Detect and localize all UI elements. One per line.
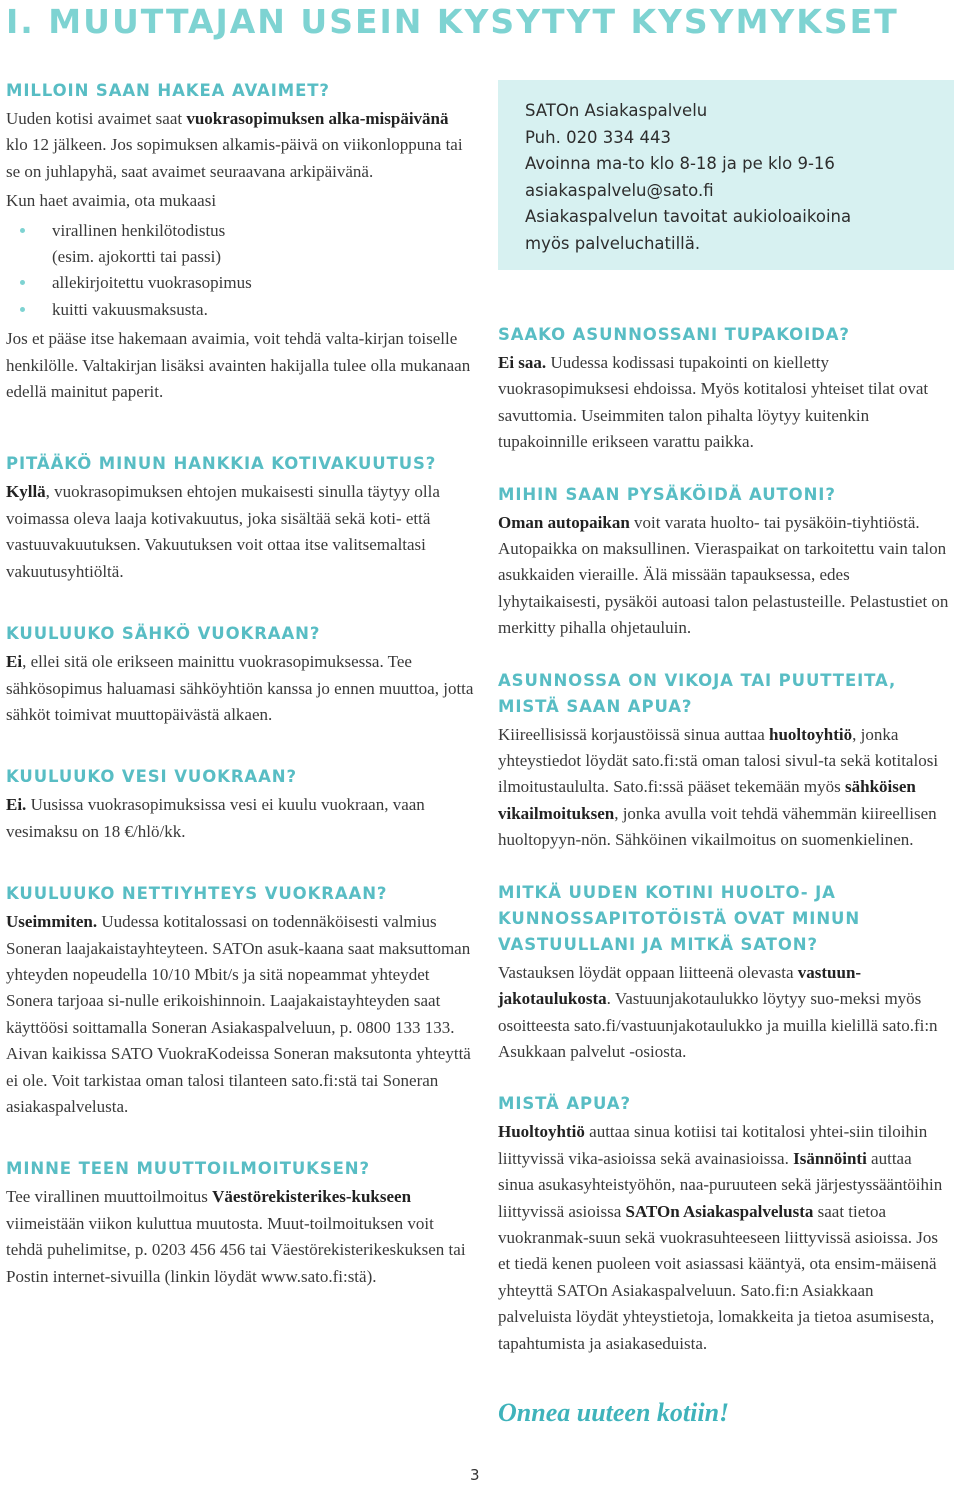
paragraph bbox=[6, 909, 474, 1120]
text: klo 12 jälkeen. Jos sopimuksen alkamis-päivä on viikonloppuna tai se on juhlapyhä, saat avaimet seuraavana arkipäivänä. bbox=[6, 135, 463, 181]
section-heading: MIHIN SAAN PYSÄKÖIDÄ AUTONI? bbox=[498, 484, 836, 504]
contact-line: SATOn Asiakaspalvelu bbox=[525, 101, 708, 120]
bold-text: sähköisen vikailmoituksen bbox=[498, 777, 916, 823]
text: voit varata huolto- tai pysäköin-tiyhtiöstä. Autopaikka on maksullinen. Vieraspaikat on tarkoitettu vain talon asukkaiden vieraille. Älä missään tapauksessa, edes lyhytaikaisesti, pysäköi autoasi talon pelastusteille. Pelastustiet on merkitty pihalla ohjetauluin. bbox=[498, 512, 949, 638]
contact-line: myös palveluchatillä. bbox=[525, 233, 701, 253]
text: Uuden kotisi avaimet saat bbox=[6, 109, 187, 128]
section-heading: MILLOIN SAAN HAKEA AVAIMET? bbox=[6, 81, 330, 100]
section-heading: KUULUUKO SÄHKÖ VUOKRAAN? bbox=[6, 624, 321, 644]
section-internet bbox=[6, 881, 474, 1120]
bold-text: Ei saa. bbox=[498, 353, 547, 372]
section-heading: KUULUUKO VESI VUOKRAAN? bbox=[6, 767, 297, 787]
phone-number[interactable]: Puh. 020 334 443 bbox=[525, 127, 672, 147]
paragraph bbox=[6, 649, 474, 728]
opening-hours: Avoinna ma-to klo 8-18 ja pe klo 9-16 bbox=[525, 154, 835, 174]
customer-service-box bbox=[498, 80, 954, 270]
section-heading: ASUNNOSSA ON VIKOJA TAI PUUTTEITA, MISTÄ SAAN APUA? bbox=[498, 670, 897, 716]
left-column bbox=[6, 78, 474, 1290]
bold-text: vuokrasopimuksen alka-mispäivänä bbox=[186, 109, 449, 128]
text: Uudessa kodissasi tupakointi on kielletty vuokrasopimuksesi ehdoissa. Myös kotitalosi yhteiset tilat ovat savuttomia. Useimmiten talon pihalta löytyy kuitenkin tupakoinnille erikseen varattu paikka. bbox=[498, 353, 929, 452]
list-item: kuitti vakuusmaksusta. bbox=[20, 297, 474, 323]
section-heading: MISTÄ APUA? bbox=[498, 1094, 631, 1114]
bold-text: SATOn Asiakaspalvelusta bbox=[625, 1201, 814, 1221]
text: auttaa sinua asukasyhteistyöhön, naa-puruuteen sekä järjestyssääntöihin liittyvissä asioissa bbox=[498, 1148, 943, 1221]
bold-text: Kyllä bbox=[6, 482, 46, 502]
section-moving-notice bbox=[6, 1156, 474, 1290]
bold-text: vastuun-jakotaulukosta bbox=[498, 962, 862, 1009]
section-heading: PITÄÄKÖ MINUN HANKKIA KOTIVAKUUTUS? bbox=[6, 454, 437, 474]
list-item: (esim. ajokortti tai passi) bbox=[52, 247, 222, 267]
bold-text: Huoltoyhtiö bbox=[498, 1122, 585, 1142]
closing-greeting: Onnea uuteen kotiin! bbox=[498, 1398, 730, 1427]
section-parking bbox=[498, 482, 950, 642]
section-help bbox=[498, 1091, 950, 1357]
paragraph bbox=[498, 722, 950, 854]
bold-text: Oman autopaikan bbox=[498, 512, 630, 532]
paragraph bbox=[6, 1184, 474, 1290]
bold-text: Useimmiten. bbox=[6, 912, 98, 932]
text: Vastauksen löydät oppaan liitteenä olevasta bbox=[498, 962, 798, 982]
bold-text: Ei bbox=[6, 652, 23, 672]
paragraph bbox=[498, 350, 950, 456]
section-maintenance-responsibility bbox=[498, 880, 950, 1066]
section-heading: MINNE TEEN MUUTTOILMOITUKSEN? bbox=[6, 1159, 370, 1179]
page-title: I. MUUTTAJAN USEIN KYSYTYT KYSYMYKSET bbox=[6, 2, 899, 41]
section-smoking bbox=[498, 322, 950, 456]
list-item: allekirjoitettu vuokrasopimus bbox=[20, 270, 474, 296]
section-heading: SAAKO ASUNNOSSANI TUPAKOIDA? bbox=[498, 325, 850, 344]
section-home-insurance bbox=[6, 451, 474, 585]
list-item: virallinen henkilötodistus bbox=[20, 218, 474, 244]
bullet-list bbox=[6, 218, 474, 324]
section-electricity bbox=[6, 621, 474, 728]
section-heading: KUULUUKO NETTIYHTEYS VUOKRAAN? bbox=[6, 884, 388, 904]
section-keys bbox=[6, 78, 474, 405]
text: . Vastuunjakotaulukko löytyy suo-meksi myös osoitteesta sato.fi/vastuunjakotaulukko ja muilla kielillä sato.fi:n Asukkaan palvelut -osiosta. bbox=[498, 989, 938, 1061]
text: Kiireellisissä korjaustöissä sinua auttaa bbox=[498, 724, 769, 744]
text: viimeistään viikon kuluttua muutosta. Muut-toilmoituksen voit tehdä puhelimitse, p. 0203 456 456 tai Väestörekisterikeskuksen tai Postin internet-sivuilla (linkin löydät www.sato.fi:stä). bbox=[6, 1213, 466, 1286]
bold-text: Ei. bbox=[6, 795, 27, 815]
paragraph: Kun haet avaimia, ota mukaasi bbox=[6, 191, 217, 211]
bold-text: Väestörekisterikes-kukseen bbox=[212, 1187, 412, 1207]
text: saat tietoa vuokranmak-suun sekä vuokrasuhteeseen liittyvissä asioissa. Jos et tiedä kenen puoleen voit asiassasi kääntyä, ota ensim-mäisenä yhteyttä SATOn Asiakaspalveluun. Sato.fi:n Asiakkaan palveluista löydät yhteystietoja, lomakkeita ja tietoa asumisesta, tapahtumista ja asiakaseduista. bbox=[498, 1201, 939, 1353]
bold-text: huoltoyhtiö bbox=[769, 724, 853, 744]
paragraph bbox=[498, 510, 950, 642]
section-heading: MITKÄ UUDEN KOTINI HUOLTO- JA KUNNOSSAPITOTÖISTÄ OVAT MINUN VASTUULLANI JA MITKÄ SATON? bbox=[498, 882, 861, 954]
paragraph bbox=[498, 1119, 950, 1357]
text: , ellei sitä ole erikseen mainittu vuokrasopimuksessa. Tee sähkösopimus haluamasi sähköyhtiön kanssa jo ennen muuttoa, jotta sähköt toimivat muuttopäivästä alkaen. bbox=[6, 652, 474, 724]
bold-text: Isännöinti bbox=[793, 1148, 867, 1168]
paragraph bbox=[6, 792, 474, 845]
text: Tee virallinen muuttoilmoitus bbox=[6, 1187, 213, 1207]
paragraph bbox=[498, 960, 950, 1066]
paragraph bbox=[6, 106, 474, 185]
text: , jonka yhteystiedot löydät sato.fi:stä oman talosi sivul-ta sekä kotitalosi ilmoitustaululta. Sato.fi:ssä pääset tekemään myös bbox=[498, 724, 939, 797]
text: auttaa sinua kotiisi tai kotitalosi yhtei-siin tiloihin liittyvissä vika-asioissa sekä avainasioissa. bbox=[498, 1122, 928, 1168]
text: Uusissa vuokrasopimuksissa vesi ei kuulu vuokraan, vaan vesimaksu on 18 €/hlö/kk. bbox=[6, 795, 425, 841]
paragraph bbox=[6, 479, 474, 585]
section-faults bbox=[498, 668, 950, 854]
text: , vuokrasopimuksen ehtojen mukaisesti sinulla täytyy olla voimassa oleva laaja kotivakuutus, joka sisältää sekä koti- että vastuuvakuutuksen. Vakuutuksen voit ottaa itse valitsemaltasi vakuutusyhtiöltä. bbox=[6, 482, 440, 581]
paragraph: Jos et pääse itse hakemaan avaimia, voit tehdä valta-kirjan toiselle henkilölle. Valtakirjan lisäksi avainten hakijalla tulee olla mukanaan edellä mainitut paperit. bbox=[6, 329, 471, 402]
contact-line: Asiakaspalvelun tavoitat aukioloaikoina bbox=[525, 207, 852, 227]
page-number: 3 bbox=[470, 1466, 480, 1484]
text: , jonka avulla voit tehdä vähemmän kiireellisen huoltopyyn-nön. Sähköinen vikailmoitus on suomenkielinen. bbox=[498, 803, 937, 850]
section-water bbox=[6, 764, 474, 845]
right-column bbox=[498, 322, 950, 1357]
text: Uudessa kotitalossasi on todennäköisesti valmius Soneran laajakaistayhteyteen. SATOn asuk-kaana saat maksuttoman yhteyden nopeudella 10/10 Mbit/s ja sitä nopeammat yhteydet Sonera tarjoaa si-nulle erikoishinnoin. Laajakaistayhteyden saat käyttöösi soittamalla Soneran Asiakaspalveluun, p. 0800 133 133. Aivan kaikissa SATO VuokraKodeissa Soneran maksutonta yhteyttä ei ole. Voit tarkistaa oman talosi tilanteen sato.fi:stä tai Soneran asiakaspalvelusta. bbox=[6, 912, 471, 1116]
email-link[interactable]: asiakaspalvelu@sato.fi bbox=[525, 180, 714, 200]
